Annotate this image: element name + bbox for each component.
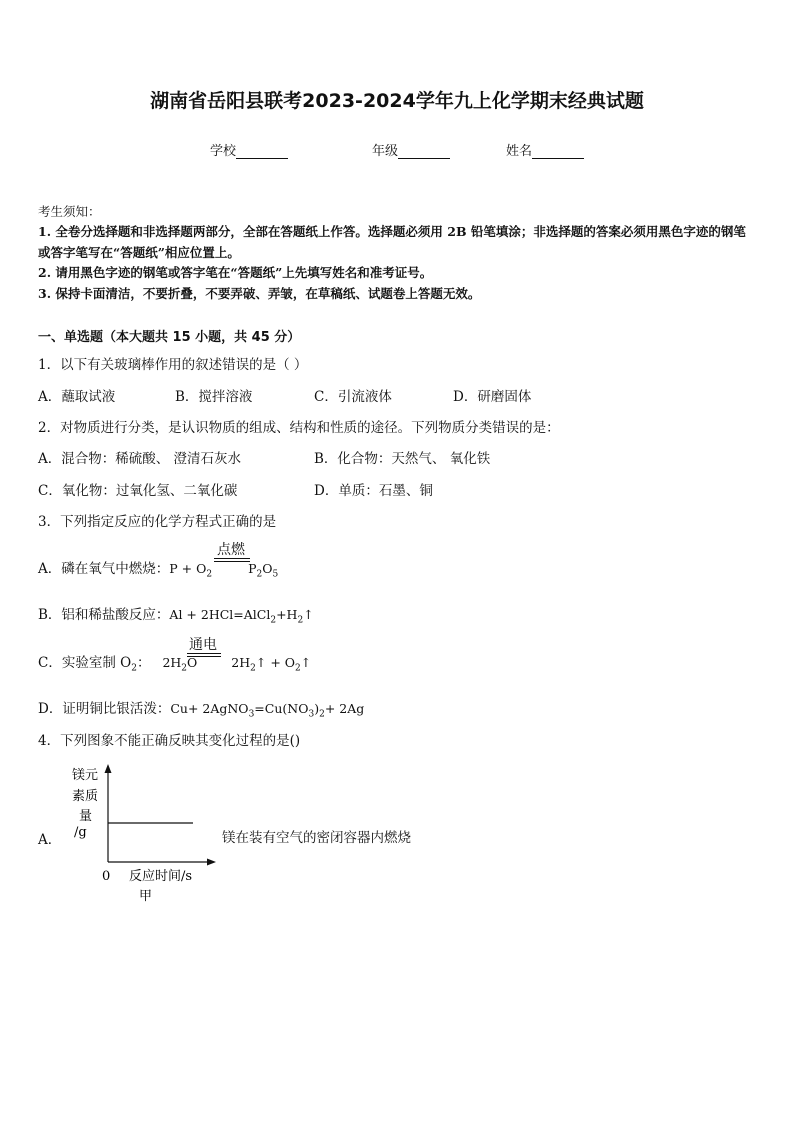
grade-field — [372, 140, 450, 159]
q2-option-b: B．化合物：天然气、 氧化铁 — [314, 451, 491, 467]
ylabel-line-2: 素质 — [72, 789, 99, 804]
name-label: 姓名 — [506, 144, 533, 159]
ylabel-line-4: /g — [74, 825, 87, 840]
chart-caption: 甲 — [139, 889, 153, 904]
page-title: 湖南省岳阳县联考2023-2024学年九上化学期末经典试题 — [150, 90, 644, 112]
notice-item-1: 1. 全卷分选择题和非选择题两部分，全部在答题纸上作答。选择题必须用 2B 铅笔填涂；非选择题的答案必须用黑色字迹的钢笔或答字笔写在“答题纸”相应位置上。 — [38, 224, 746, 260]
grade-blank — [398, 144, 450, 159]
notice-item-2: 2. 请用黑色字迹的钢笔或答字笔在“答题纸”上先填写姓名和准考证号。 — [38, 265, 433, 280]
notice-item-3: 3. 保持卡面清洁，不要折叠，不要弄破、弄皱，在草稿纸、试题卷上答题无效。 — [38, 286, 481, 301]
name-field — [506, 140, 584, 159]
q2-option-d: D．单质：石墨、铜 — [314, 483, 433, 499]
question-4-stem: 4．下列图象不能正确反映其变化过程的是() — [38, 733, 301, 749]
q4-option-a-label: A． — [38, 832, 62, 848]
section-heading: 一、单选题（本大题共 15 小题，共 45 分） — [38, 330, 301, 345]
q3a-right: P — [248, 561, 257, 576]
q1-option-b: B．搅拌溶液 — [175, 389, 253, 405]
x-axis-arrow — [207, 859, 216, 866]
q2-option-a: A．混合物：稀硫酸、 澄清石灰水 — [38, 451, 242, 467]
q3a-left: P + O — [169, 561, 207, 576]
q1-option-d: D．研磨固体 — [453, 389, 532, 405]
q3-option-b: B．铝和稀盐酸反应：$Al + 2HCl=AlCl_2+H_2↑$ — [38, 607, 314, 626]
origin-label: 0 — [102, 869, 111, 884]
q1-option-c: C．引流液体 — [314, 389, 392, 405]
q4-chart — [60, 762, 220, 912]
notice-heading: 考生须知： — [38, 204, 101, 219]
q3c-equals-sign — [187, 653, 221, 657]
q1-option-a: A．蘸取试液 — [38, 389, 116, 405]
q2-option-c: C．氧化物：过氧化氢、二氧化碳 — [38, 483, 238, 499]
q3-option-a: A．磷在氧气中燃烧：$P + O_2$ $P_2O_5$ — [38, 561, 279, 580]
q3a-prefix: A．磷在氧气中燃烧： — [38, 561, 170, 577]
q3-option-d: D．证明铜比银活泼：$Cu+ 2AgNO_3=Cu(NO_3)_2+ 2Ag$ — [38, 701, 365, 720]
y-axis-arrow — [105, 764, 112, 773]
school-field — [210, 140, 288, 159]
ylabel-line-1: 镁元 — [72, 768, 99, 783]
school-blank — [236, 144, 288, 159]
question-1-stem: 1．以下有关玻璃棒作用的叙述错误的是（ ） — [38, 357, 308, 373]
q3c-condition: 通电 — [189, 637, 217, 653]
q3-option-c: C．实验室制 $O_2$： $2H_2O$ $2H_2↑$ + $O_2↑$ — [38, 655, 312, 674]
q3a-condition: 点燃 — [217, 542, 245, 558]
ylabel-line-3: 量 — [79, 809, 93, 824]
grade-label: 年级 — [372, 144, 399, 159]
school-label: 学校 — [210, 144, 237, 159]
q3a-sub1: 2 — [206, 569, 213, 580]
question-3-stem: 3．下列指定反应的化学方程式正确的是 — [38, 514, 277, 530]
name-blank — [532, 144, 584, 159]
x-axis-label: 反应时间/s — [129, 869, 193, 884]
q3a-equals-sign — [214, 558, 250, 562]
question-2-stem: 2．对物质进行分类，是认识物质的组成、结构和性质的途径。下列物质分类错误的是： — [38, 420, 560, 436]
q4-option-a-description: 镁在装有空气的密闭容器内燃烧 — [222, 830, 411, 846]
